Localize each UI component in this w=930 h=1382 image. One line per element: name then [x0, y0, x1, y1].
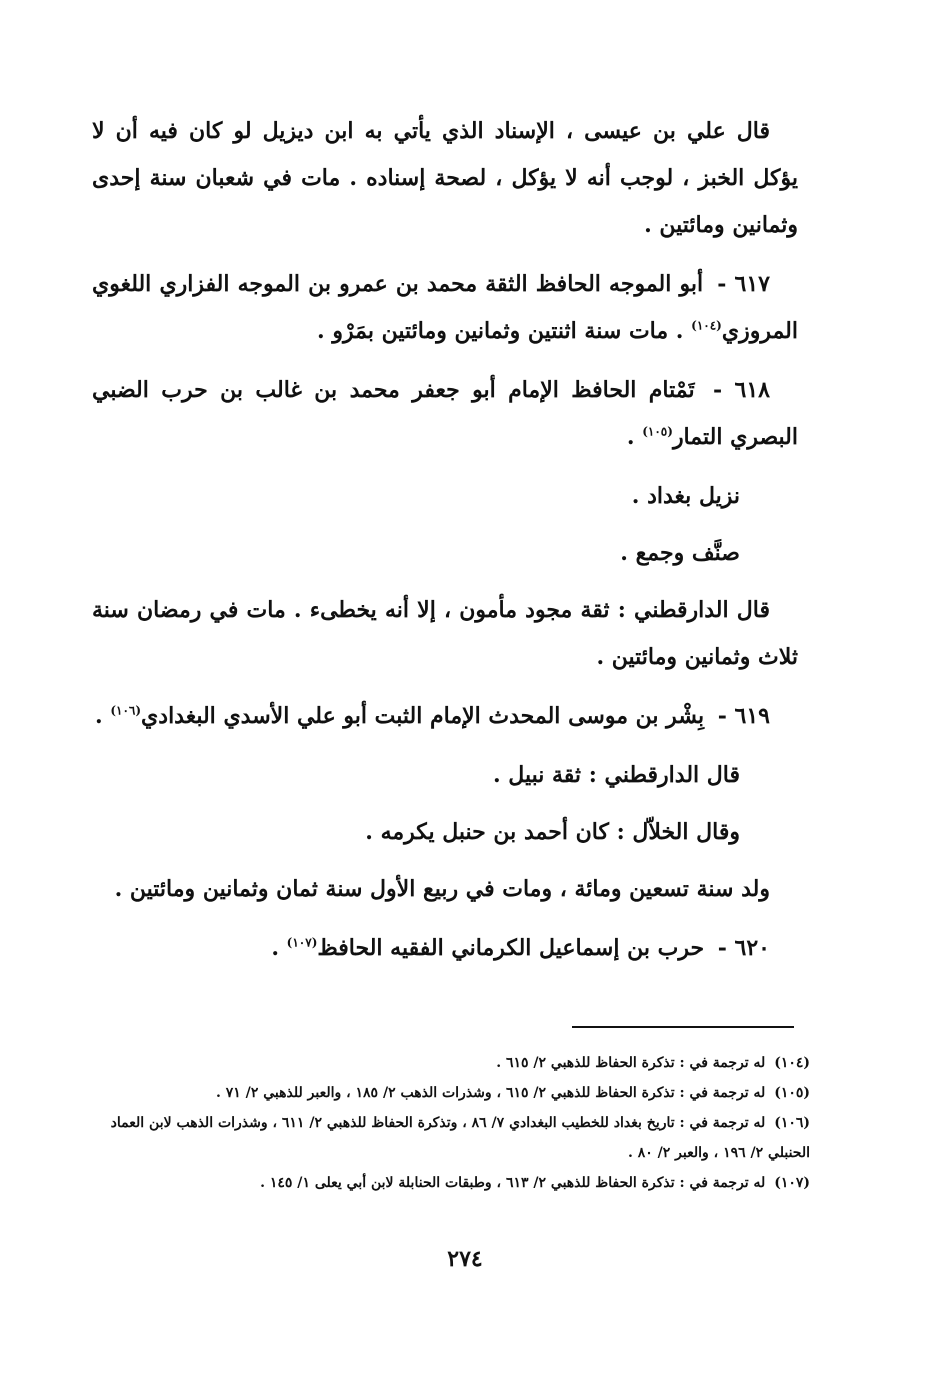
entry-tail: . [94, 703, 103, 729]
entry-tail: . [271, 935, 279, 961]
footnote-divider [572, 1026, 794, 1028]
entry-line [92, 587, 798, 681]
entry-620 [92, 925, 798, 972]
line-text: نزيل بغداد . [631, 483, 740, 509]
footnote-number: (١٠٦) [774, 1115, 810, 1131]
entry-tail: . [626, 424, 635, 450]
footnote-reference[interactable]: (١٠٧) [286, 935, 318, 950]
entry-number: ٦١٧ - [717, 271, 770, 297]
entry-line [92, 809, 798, 856]
footnote-105 [98, 1078, 810, 1108]
footnote-106 [98, 1108, 810, 1168]
entry-number: ٦١٩ - [717, 703, 770, 729]
footnote-text: له ترجمة في : تذكرة الحفاظ للذهبي ٢/ ٦١٥ . [496, 1055, 766, 1071]
entry-617 [92, 261, 798, 355]
line-text: قال الدارقطني : ثقة مجود مأمون ، إلا أنه يخطىء . مات في رمضان سنة ثلاث وثمانين ومائتين . [92, 597, 798, 670]
footnote-number: (١٠٧) [774, 1175, 810, 1191]
footnote-number: (١٠٤) [774, 1055, 810, 1071]
footnotes [98, 1048, 810, 1198]
entry-line [92, 473, 798, 520]
entry-text: حرب بن إسماعيل الكرماني الفقيه الحافظ [317, 935, 705, 961]
footnote-text: له ترجمة في : تذكرة الحفاظ للذهبي ٢/ ٦١٣ ، وطبقات الحنابلة لابن أبي يعلى ١/ ١٤٥ . [260, 1175, 766, 1191]
footnote-reference[interactable]: (١٠٤) [691, 318, 722, 333]
entry-text: أبو الموجه الحافظ الثقة محمد بن عمرو بن الموجه الفزاري اللغوي المروزي [92, 271, 798, 344]
entry-618 [92, 367, 798, 461]
page-number: ٢٧٤ [447, 1246, 483, 1272]
entry-line [92, 866, 798, 913]
paragraph-continuation [92, 108, 798, 249]
entry-text: بِشْر بن موسى المحدث الإمام الثبت أبو علي الأسدي البغدادي [141, 703, 705, 729]
entry-tail: . مات سنة اثنتين وثمانين ومائتين بمَرْو . [317, 318, 684, 344]
footnote-text: له ترجمة في : تاريخ بغداد للخطيب البغدادي ٧/ ٨٦ ، وتذكرة الحفاظ للذهبي ٢/ ٦١١ ، وشذرات الذهب لابن العماد الحنبلي ٢/ ١٩٦ ، والعبر ٢/ ٨٠ . [110, 1115, 810, 1161]
line-text: صنَّف وجمع . [620, 540, 740, 566]
entry-number: ٦١٨ - [713, 377, 770, 403]
entry-number: ٦٢٠ - [717, 935, 770, 961]
entry-text: تَمْتام الحافظ الإمام أبو جعفر محمد بن غالب بن حرب الضبي البصري التمار [92, 377, 798, 450]
footnote-reference[interactable]: (١٠٦) [110, 703, 142, 718]
footnote-104 [98, 1048, 810, 1078]
footnote-text: له ترجمة في : تذكرة الحفاظ للذهبي ٢/ ٦١٥ ، وشذرات الذهب ٢/ ١٨٥ ، والعبر للذهبي ٢/ ٧١ . [216, 1085, 766, 1101]
line-text: وقال الخلاّل : كان أحمد بن حنبل يكرمه . [365, 819, 740, 845]
line-text: قال الدارقطني : ثقة نبيل . [492, 762, 740, 788]
footnote-number: (١٠٥) [774, 1085, 810, 1101]
footnote-107 [98, 1168, 810, 1198]
footnote-reference[interactable]: (١٠٥) [642, 424, 673, 439]
entry-line [92, 530, 798, 577]
entry-619 [92, 693, 798, 740]
paragraph-text: قال علي بن عيسى ، الإسناد الذي يأتي به ابن ديزيل لو كان فيه أن لا يؤكل الخبز ، لوجب أنه لا يؤكل ، لصحة إسناده . مات في شعبان سنة إحدى وثمانين ومائتين . [92, 118, 798, 238]
entry-line [92, 752, 798, 799]
line-text: ولد سنة تسعين ومائة ، ومات في ربيع الأول سنة ثمان وثمانين ومائتين . [114, 876, 770, 902]
main-text [92, 108, 798, 984]
